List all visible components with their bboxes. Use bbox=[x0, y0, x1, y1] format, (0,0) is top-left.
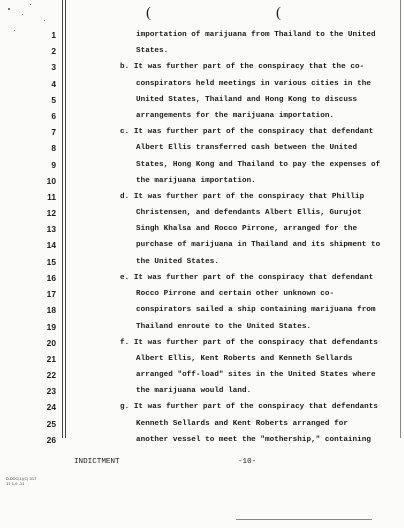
line-number: 25 bbox=[46, 419, 56, 429]
line-number: 10 bbox=[46, 176, 56, 186]
line-number: 22 bbox=[46, 370, 56, 380]
scan-speckle bbox=[30, 4, 31, 5]
text-line: conspirators sailed a ship containing marijuana from bbox=[136, 306, 376, 314]
line-number: 18 bbox=[46, 305, 56, 315]
footer-document-label: INDICTMENT bbox=[74, 458, 120, 466]
line-number: 19 bbox=[46, 322, 56, 332]
text-line: the marijuana would land. bbox=[136, 387, 252, 395]
scan-speckle bbox=[8, 8, 10, 10]
text-line: States. bbox=[136, 47, 169, 55]
line-number: 13 bbox=[46, 224, 56, 234]
scan-speckle bbox=[14, 30, 15, 31]
footer-page-number: -10- bbox=[238, 458, 257, 466]
scan-speckle bbox=[22, 14, 23, 15]
text-line: another vessel to meet the "mothership," containing bbox=[136, 436, 371, 444]
stamp-line: 11 1.0 -11 bbox=[6, 482, 25, 486]
text-line: e. It was further part of the conspiracy that defendant bbox=[120, 274, 374, 282]
line-number: 21 bbox=[46, 354, 56, 364]
text-line: arrangements for the marijuana importation. bbox=[136, 112, 335, 120]
text-line: Rocco Pirrone and certain other unknown co- bbox=[136, 290, 335, 298]
text-line: purchase of marijuana in Thailand and its shipment to bbox=[136, 241, 381, 249]
line-number: 7 bbox=[51, 127, 56, 137]
text-line: Christensen, and defendants Albert Ellis, Gurujot bbox=[136, 209, 362, 217]
text-line: b. It was further part of the conspiracy that the co- bbox=[120, 63, 365, 71]
text-line: Thailand enroute to the United States. bbox=[136, 323, 312, 331]
line-number: 1 bbox=[51, 30, 56, 40]
text-line: the United States. bbox=[136, 258, 219, 266]
text-line: importation of marijuana from Thailand to the United bbox=[136, 31, 376, 39]
text-line: United States, Thailand and Hong Kong to discuss bbox=[136, 96, 358, 104]
line-number: 24 bbox=[46, 402, 56, 412]
line-number: 5 bbox=[51, 95, 56, 105]
text-line: the marijuana importation. bbox=[136, 177, 256, 185]
bottom-scan-line bbox=[236, 519, 372, 520]
text-line: f. It was further part of the conspiracy that defendants bbox=[120, 339, 378, 347]
text-line: States, Hong Kong and Thailand to pay the expenses of bbox=[136, 161, 381, 169]
form-stamp bbox=[6, 477, 46, 487]
text-line: Singh Khalsa and Rocco Pirrone, arranged for the bbox=[136, 225, 358, 233]
line-number: 17 bbox=[46, 289, 56, 299]
right-margin-rule bbox=[400, 0, 401, 438]
text-line: d. It was further part of the conspiracy that Phillip bbox=[120, 193, 365, 201]
text-line: Albert Ellis, Kent Roberts and Kenneth Sellards bbox=[136, 355, 353, 363]
top-marker-left: ( bbox=[146, 5, 151, 21]
text-line: Albert Ellis transferred cash between the United bbox=[136, 144, 358, 152]
line-number: 16 bbox=[46, 273, 56, 283]
text-line: conspirators held meetings in various cities in the bbox=[136, 80, 371, 88]
line-number: 12 bbox=[46, 208, 56, 218]
stamp-line: D.DOC(1)(C) 317 bbox=[6, 477, 37, 481]
line-number: 2 bbox=[51, 46, 56, 56]
line-number: 3 bbox=[51, 62, 56, 72]
scan-speckle bbox=[44, 20, 45, 21]
text-line: Kenneth Sellards and Kent Roberts arranged for bbox=[136, 420, 348, 428]
line-number: 6 bbox=[51, 111, 56, 121]
text-line: g. It was further part of the conspiracy that defendants bbox=[120, 403, 378, 411]
text-line: arranged "off-load" sites in the United States where bbox=[136, 371, 376, 379]
line-number: 26 bbox=[46, 435, 56, 445]
line-number: 4 bbox=[51, 79, 56, 89]
line-number: 11 bbox=[47, 192, 56, 202]
text-line: c. It was further part of the conspiracy that defendant bbox=[120, 128, 374, 136]
left-margin-rule-inner bbox=[65, 0, 66, 438]
line-number: 9 bbox=[51, 160, 56, 170]
top-marker-right: ( bbox=[276, 5, 281, 21]
line-number: 20 bbox=[46, 338, 56, 348]
line-number: 8 bbox=[51, 143, 56, 153]
left-margin-rule bbox=[62, 0, 63, 438]
line-number: 15 bbox=[46, 257, 56, 267]
line-number: 14 bbox=[46, 240, 56, 250]
line-number: 23 bbox=[46, 386, 56, 396]
